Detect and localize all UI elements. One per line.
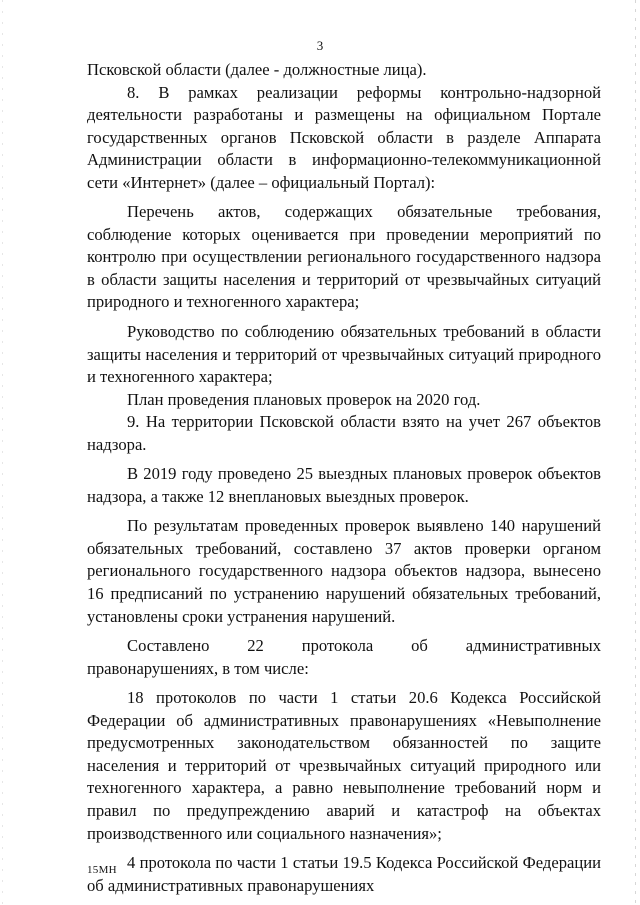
scan-edge-right: [635, 0, 636, 905]
paragraph-inspections-2019: В 2019 году проведено 25 выездных плановых проверок объектов надзора, а также 12 внеплановых выездных проверок.: [87, 464, 601, 506]
paragraph-protocols-20-6: 18 протоколов по части 1 статьи 20.6 Кодекса Российской Федерации об административных правонарушениях «Невыполнение предусмотренных законодательством обязанностей по защите населения и территорий от чрезвычайных ситуаций природного или техногенного характера, а равно невыполнение требований норм и правил по предупреждению аварий и катастроф на объектах производственного или социального назначения»;: [87, 688, 601, 843]
paragraph-continuation: Псковской области (далее - должностные лица).: [87, 60, 427, 79]
paragraph-protocols-19-5: 4 протокола по части 1 статьи 19.5 Кодекса Российской Федерации об административных правонарушениях: [87, 853, 601, 895]
scan-edge-left: [2, 0, 3, 905]
footer-code: 15МН: [87, 864, 117, 876]
paragraph-list-perechen: Перечень актов, содержащих обязательные требования, соблюдение которых оценивается при проведении мероприятий по контролю при осуществлении регионального государственного надзора в области защиты населения и территорий от чрезвычайных ситуаций природного и техногенного характера;: [87, 202, 601, 312]
paragraph-inspection-results: По результатам проведенных проверок выявлено 140 нарушений обязательных требований, составлено 37 актов проверки органом регионального государственного надзора объектов надзора, вынесено 16 предписаний по устранению нарушений обязательных требований, установлены сроки устранения нарушений.: [87, 516, 601, 626]
paragraph-list-rukovodstvo: Руководство по соблюдению обязательных требований в области защиты населения и территорий от чрезвычайных ситуаций природного и техногенного характера;: [87, 322, 601, 387]
paragraph-item-8: 8. В рамках реализации реформы контрольно-надзорной деятельности разработаны и размещены на официальном Портале государственных органов Псковской области в разделе Аппарата Администрации области в информационно-телекоммуникационной сети «Интернет» (далее – официальный Портал):: [87, 82, 601, 192]
paragraph-list-plan: План проведения плановых проверок на 2020 год.: [127, 389, 481, 409]
document-body: [87, 59, 601, 897]
paragraph-protocols: Составлено 22 протокола об административных правонарушениях, в том числе:: [87, 636, 601, 678]
page-number: 3: [316, 38, 324, 53]
paragraph-item-9: 9. На территории Псковской области взято на учет 267 объектов надзора.: [87, 412, 601, 454]
